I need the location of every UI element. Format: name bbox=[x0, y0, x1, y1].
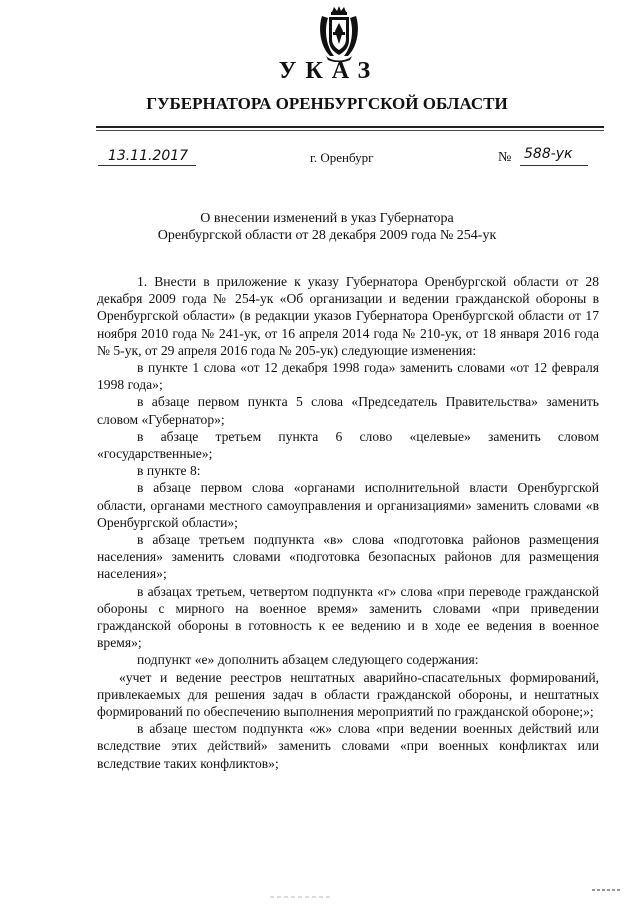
document-heading bbox=[0, 210, 640, 244]
body-paragraph: в пункте 8: bbox=[137, 463, 201, 479]
document-type-title: УКАЗ bbox=[278, 58, 380, 84]
document-date: 13.11.2017 bbox=[107, 148, 189, 164]
body-paragraph: в абзаце третьем пункта 6 слово «целевые» заменить словом «государственные»; bbox=[97, 428, 599, 462]
coat-of-arms-icon bbox=[316, 6, 362, 62]
header-rule-thin bbox=[96, 130, 604, 131]
body-paragraph: в абзаце третьем подпункта «в» слова «подготовка районов размещения населения» заменить словами «подготовка безопасных районов для размещения населения»; bbox=[97, 532, 599, 582]
header-rule bbox=[96, 126, 604, 128]
body-paragraph: подпункт «е» дополнить абзацем следующего содержания: bbox=[137, 652, 479, 668]
heading-line-2: Оренбургской области от 28 декабря 2009 года № 254-ук bbox=[157, 228, 497, 243]
body-paragraph: в абзацах третьем, четвертом подпункта «г» слова «при переводе гражданской обороны с мирного на военное время» заменить словами «при приведении гражданской обороны в готовность к ее ведению и в ходе ее ведения в военное время»; bbox=[97, 583, 599, 651]
body-paragraph: 1. Внести в приложение к указу Губернатора Оренбургской области от 28 декабря 2009 года № 254-ук «Об организации и ведении гражданской обороны в Оренбургской области» (в редакции указов Губернатора Оренбургской области от 17 ноября 2010 года № 241-ук, от 16 апреля 2014 года № 210-ук, от 18 января 2016 года № 5-ук, от 29 апреля 2016 года № 205-ук) следующие изменения: bbox=[97, 274, 599, 358]
body-paragraph: в абзаце первом слова «органами исполнительной власти Оренбургской области, органами местного самоуправления и организациями» заменить словами «в Оренбургской области»; bbox=[97, 480, 599, 530]
document-body bbox=[97, 273, 599, 772]
date-underline bbox=[98, 165, 196, 166]
footer-scan-marks-right bbox=[592, 887, 620, 893]
document-number: 588-ук bbox=[524, 146, 573, 162]
body-paragraph: в абзаце шестом подпункта «ж» слова «при ведении военных действий или вследствие этих действий» заменить словами «при военных конфликтах или вследствие таких конфликтов»; bbox=[97, 721, 599, 771]
footer-scan-marks bbox=[270, 896, 330, 899]
heading-line-1: О внесении изменений в указ Губернатора bbox=[200, 211, 454, 226]
body-paragraph: в пункте 1 слова «от 12 декабря 1998 года» заменить словами «от 12 февраля 1998 года»; bbox=[97, 360, 599, 393]
number-sign: № bbox=[498, 150, 512, 165]
issuer-title: ГУБЕРНАТОРА ОРЕНБУРГСКОЙ ОБЛАСТИ bbox=[146, 94, 508, 113]
document-city: г. Оренбург bbox=[310, 150, 374, 165]
number-underline bbox=[520, 165, 588, 166]
body-paragraph: «учет и ведение реестров нештатных аварийно-спасательных формирований, привлекаемых для решения задач в области гражданской обороны, и нештатных формирований по обеспечению выполнения мероприятий по гражданской обороне;»; bbox=[97, 669, 599, 720]
body-paragraph: в абзаце первом пункта 5 слова «Председатель Правительства» заменить словом «Губернатор»; bbox=[97, 394, 599, 427]
